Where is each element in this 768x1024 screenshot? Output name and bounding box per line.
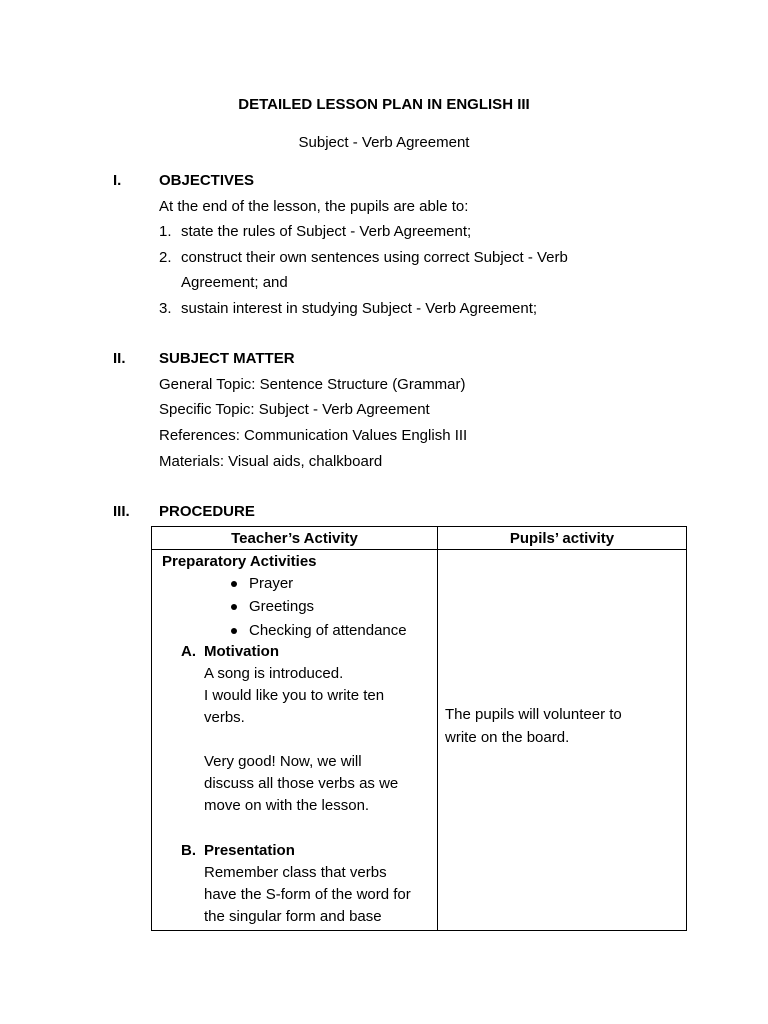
bullet-item: Greetings	[249, 598, 315, 615]
subject-matter-line: Materials: Visual aids, chalkboard	[159, 453, 383, 470]
section-numeral-procedure: III.	[113, 503, 130, 520]
motivation-heading: Motivation	[204, 643, 279, 660]
section-heading-objectives: OBJECTIVES	[159, 172, 255, 189]
motivation-line: A song is introduced.	[204, 665, 344, 682]
section-heading-procedure: PROCEDURE	[159, 503, 255, 520]
motivation-follow-line: move on with the lesson.	[204, 797, 370, 814]
bullet-item: Checking of attendance	[249, 622, 407, 639]
bullet-icon	[231, 604, 237, 610]
motivation-line: I would like you to write ten	[204, 687, 385, 704]
table-row	[152, 550, 687, 931]
presentation-line: Remember class that verbs	[204, 864, 387, 881]
subject-matter-line: References: Communication Values English III	[159, 427, 468, 444]
objectives-intro: At the end of the lesson, the pupils are able to:	[159, 198, 469, 215]
bullet-icon	[231, 581, 237, 587]
presentation-heading: Presentation	[204, 842, 295, 859]
pupils-activity-line: write on the board.	[445, 729, 570, 746]
subject-matter-line: Specific Topic: Subject - Verb Agreement	[159, 401, 430, 418]
teacher-activity-cell	[152, 550, 438, 931]
document-subtitle: Subject - Verb Agreement	[298, 134, 470, 151]
motivation-follow-line: Very good! Now, we will	[204, 753, 362, 770]
objective-number: 2.	[159, 249, 172, 266]
objective-number: 1.	[159, 223, 172, 240]
bullet-item: Prayer	[249, 575, 294, 592]
objective-text: sustain interest in studying Subject - Verb Agreement;	[181, 300, 538, 317]
section-numeral-objectives: I.	[113, 172, 122, 189]
column-header-teacher: Teacher’s Activity	[152, 527, 438, 550]
section-numeral-subject-matter: II.	[113, 350, 126, 367]
pupils-activity-cell	[438, 550, 687, 931]
objective-text: state the rules of Subject - Verb Agreement;	[181, 223, 472, 240]
table-header-row	[152, 527, 687, 550]
bullet-icon	[231, 628, 237, 634]
objective-text-continued: Agreement; and	[181, 274, 288, 291]
pupils-activity-line: The pupils will volunteer to	[445, 706, 622, 723]
section-heading-subject-matter: SUBJECT MATTER	[159, 350, 295, 367]
presentation-label: B.	[181, 842, 196, 859]
motivation-follow-line: discuss all those verbs as we	[204, 775, 399, 792]
subject-matter-line: General Topic: Sentence Structure (Grammar)	[159, 376, 466, 393]
document-title: DETAILED LESSON PLAN IN ENGLISH III	[238, 96, 530, 113]
presentation-line: have the S-form of the word for	[204, 886, 411, 903]
objective-text: construct their own sentences using correct Subject - Verb	[181, 249, 568, 266]
preparatory-heading: Preparatory Activities	[162, 553, 317, 570]
motivation-line: verbs.	[204, 709, 245, 726]
procedure-table	[151, 526, 687, 931]
column-header-pupils: Pupils’ activity	[438, 527, 687, 550]
objective-number: 3.	[159, 300, 172, 317]
presentation-line: the singular form and base	[204, 908, 382, 925]
motivation-label: A.	[181, 643, 196, 660]
